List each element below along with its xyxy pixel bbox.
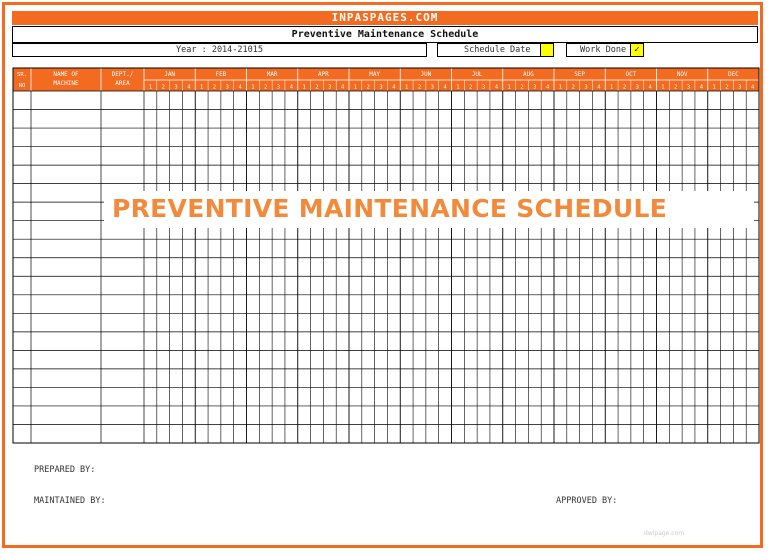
col-sr-label-1: SR. — [17, 72, 27, 78]
week-label: 2 — [366, 84, 370, 91]
month-label-aug: AUG — [522, 71, 534, 78]
week-label: 2 — [725, 84, 729, 91]
overlay-title: PREVENTIVE MAINTENANCE SCHEDULE — [112, 194, 668, 223]
week-label: 1 — [405, 84, 409, 91]
week-label: 4 — [392, 84, 396, 91]
week-label: 1 — [353, 84, 358, 91]
week-label: 1 — [610, 84, 614, 91]
week-label: 4 — [494, 84, 498, 91]
week-label: 1 — [148, 84, 153, 91]
week-label: 3 — [481, 84, 486, 91]
year-field: Year : 2014-21015 — [12, 43, 427, 57]
month-label-nov: NOV — [676, 71, 688, 78]
work-done-label: Work Done — [580, 45, 627, 55]
schedule-date-label: Schedule Date — [464, 45, 531, 55]
month-label-mar: MAR — [266, 71, 278, 78]
week-label: 4 — [238, 84, 242, 91]
col-sr-label-2: NO — [18, 83, 26, 89]
col-dept-label-1: DEPT./ — [111, 71, 134, 78]
site-banner: INPASPAGES.COM — [12, 11, 758, 25]
prepared-by-label: PREPARED BY: — [34, 465, 96, 475]
week-label: 4 — [340, 84, 345, 91]
week-label: 2 — [571, 84, 575, 91]
week-label: 3 — [379, 84, 383, 91]
week-label: 4 — [699, 84, 703, 91]
week-label: 3 — [430, 84, 434, 91]
week-label: 3 — [635, 84, 639, 91]
week-label: 3 — [533, 84, 537, 91]
week-label: 4 — [648, 84, 652, 91]
week-label: 1 — [661, 84, 665, 91]
month-label-feb: FEB — [215, 71, 227, 78]
week-label: 3 — [584, 84, 588, 91]
week-label: 2 — [315, 84, 319, 91]
week-label: 4 — [545, 84, 550, 91]
maintained-by-label: MAINTAINED BY: — [34, 496, 106, 506]
page-title: Preventive Maintenance Schedule — [12, 26, 758, 43]
col-machine-label-1: NAME OF — [53, 71, 79, 78]
week-label: 1 — [251, 84, 255, 91]
col-machine-label-2: MACHINE — [53, 80, 79, 87]
table-border — [13, 68, 759, 443]
week-label: 4 — [597, 84, 601, 91]
col-dept-label-2: AREA — [115, 80, 130, 87]
week-label: 2 — [469, 84, 473, 91]
week-label: 1 — [712, 84, 716, 91]
week-label: 4 — [750, 84, 755, 91]
month-label-may: MAY — [369, 71, 381, 78]
month-label-oct: OCT — [625, 71, 637, 78]
month-label-jul: JUL — [471, 71, 483, 78]
month-label-apr: APR — [317, 71, 329, 78]
week-label: 4 — [289, 84, 293, 91]
week-label: 3 — [225, 84, 229, 91]
week-label: 3 — [738, 84, 742, 91]
work-done-check-icon: ✓ — [630, 44, 643, 56]
month-label-jan: JAN — [164, 71, 176, 78]
week-label: 1 — [302, 84, 306, 91]
week-label: 2 — [417, 84, 422, 91]
week-label: 4 — [443, 84, 447, 91]
week-label: 3 — [686, 84, 691, 91]
week-label: 1 — [507, 84, 511, 91]
week-label: 2 — [622, 84, 627, 91]
week-label: 1 — [558, 84, 563, 91]
week-label: 1 — [456, 84, 460, 91]
week-label: 2 — [520, 84, 524, 91]
week-label: 2 — [674, 84, 678, 91]
week-label: 3 — [276, 84, 281, 91]
week-label: 2 — [212, 84, 217, 91]
month-label-dec: DEC — [727, 71, 739, 78]
week-label: 2 — [161, 84, 165, 91]
week-label: 2 — [264, 84, 268, 91]
approved-by-label: APPROVED BY: — [556, 496, 618, 506]
week-label: 4 — [187, 84, 191, 91]
watermark: dwlpage.com — [644, 530, 685, 537]
month-label-jun: JUN — [420, 71, 432, 78]
week-label: 3 — [174, 84, 178, 91]
week-label: 3 — [328, 84, 332, 91]
month-label-sep: SEP — [574, 71, 586, 78]
week-label: 1 — [200, 84, 204, 91]
